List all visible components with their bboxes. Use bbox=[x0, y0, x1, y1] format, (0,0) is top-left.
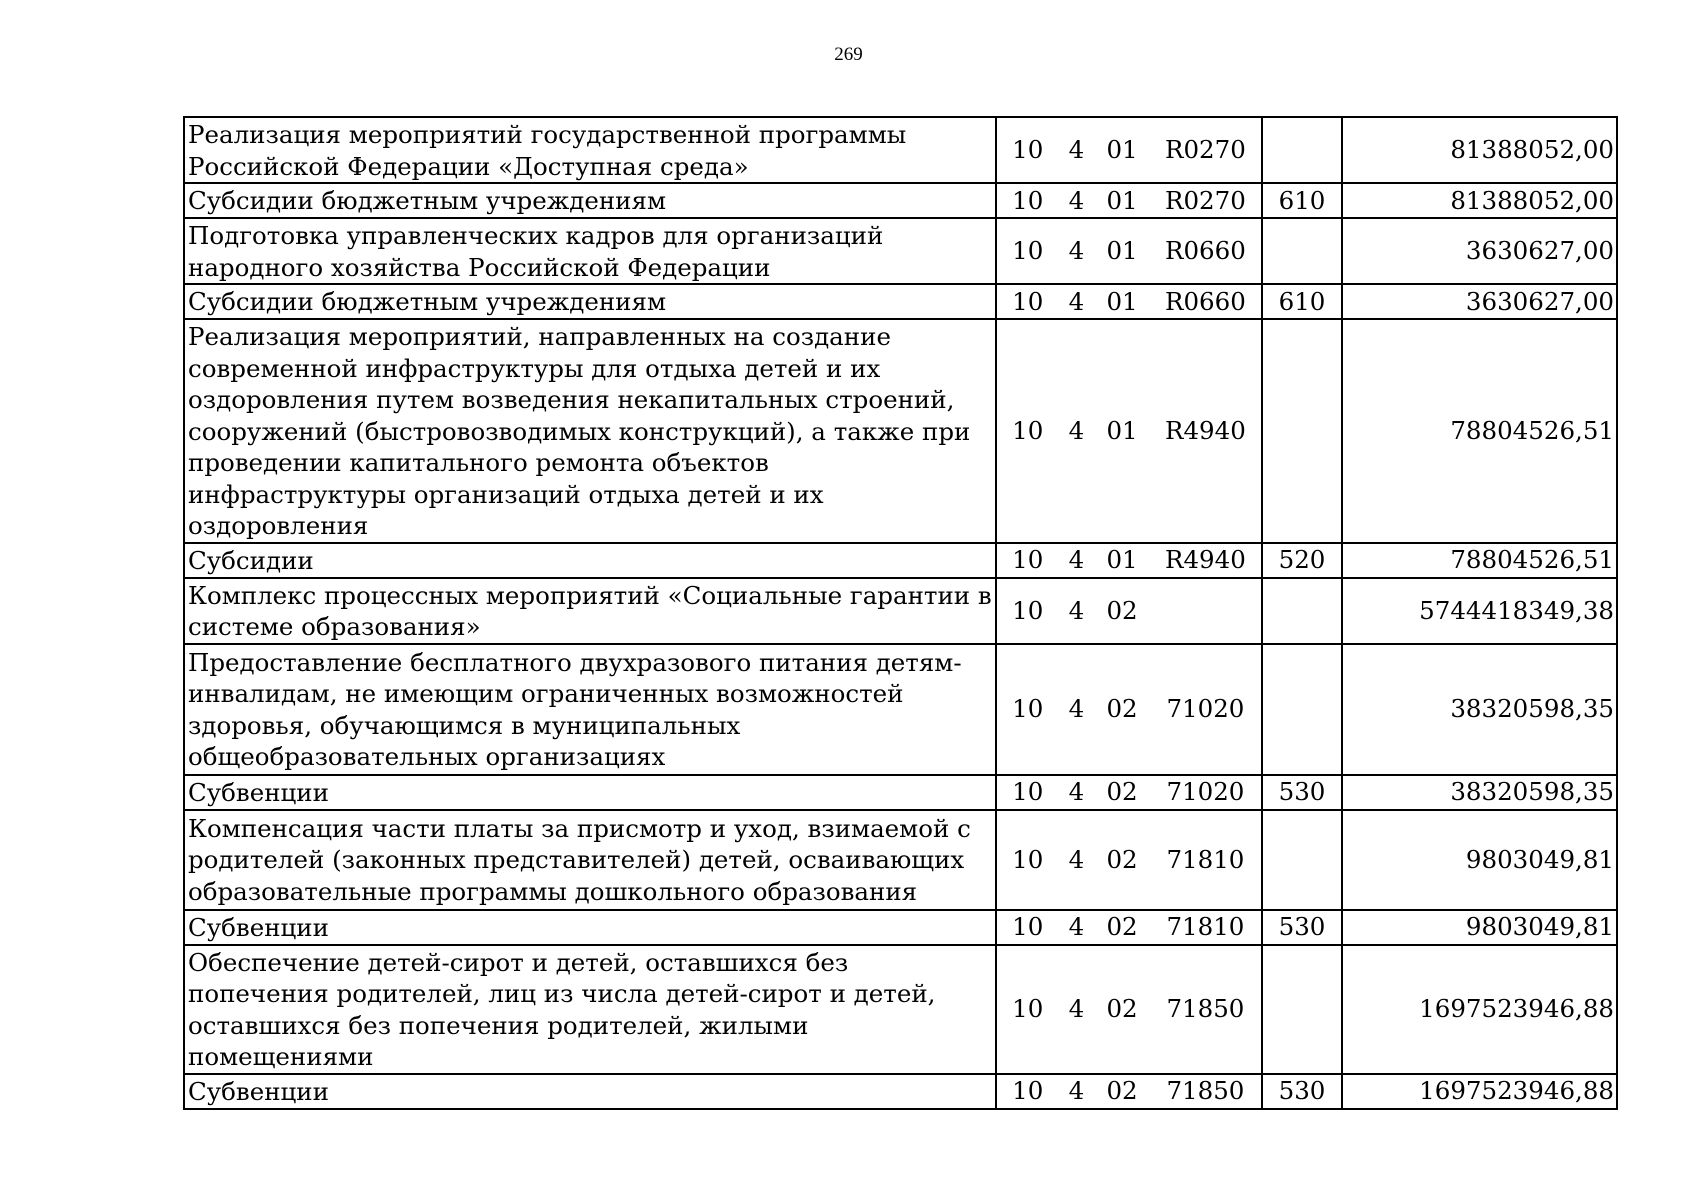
row-expense-type: 530 bbox=[1262, 775, 1342, 810]
row-codes bbox=[996, 810, 1262, 910]
row-section: 10 bbox=[1012, 844, 1044, 874]
row-direction: 71850 bbox=[1166, 1076, 1245, 1106]
budget-table bbox=[183, 116, 1618, 1110]
row-section: 10 bbox=[1012, 1076, 1044, 1106]
row-amount: 3630627,00 bbox=[1342, 284, 1617, 319]
row-program: 4 bbox=[1068, 912, 1085, 942]
row-name: Субвенции bbox=[184, 1074, 996, 1109]
row-program: 4 bbox=[1068, 1076, 1085, 1106]
row-subprogram: 02 bbox=[1106, 844, 1138, 874]
table-row bbox=[184, 117, 1617, 183]
row-amount: 78804526,51 bbox=[1342, 319, 1617, 543]
row-program: 4 bbox=[1068, 135, 1085, 165]
row-direction: 71810 bbox=[1166, 844, 1245, 874]
row-expense-type bbox=[1262, 218, 1342, 284]
row-subprogram: 02 bbox=[1106, 595, 1138, 625]
row-expense-type bbox=[1262, 810, 1342, 910]
row-section: 10 bbox=[1012, 595, 1044, 625]
row-expense-type: 610 bbox=[1262, 284, 1342, 319]
row-subprogram: 01 bbox=[1106, 286, 1138, 316]
table-row bbox=[184, 183, 1617, 218]
row-section: 10 bbox=[1012, 912, 1044, 942]
table-row bbox=[184, 319, 1617, 543]
row-codes bbox=[996, 945, 1262, 1074]
row-program: 4 bbox=[1068, 844, 1085, 874]
row-amount: 1697523946,88 bbox=[1342, 945, 1617, 1074]
row-amount: 5744418349,38 bbox=[1342, 578, 1617, 644]
row-direction: 71810 bbox=[1166, 912, 1245, 942]
page-number: 269 bbox=[834, 44, 863, 65]
row-program: 4 bbox=[1068, 595, 1085, 625]
row-name: Подготовка управленческих кадров для организаций народного хозяйства Российской Федерации bbox=[184, 218, 996, 284]
table-row bbox=[184, 284, 1617, 319]
row-program: 4 bbox=[1068, 694, 1085, 724]
row-amount: 81388052,00 bbox=[1342, 117, 1617, 183]
row-name: Субвенции bbox=[184, 775, 996, 810]
row-name: Обеспечение детей-сирот и детей, оставшихся без попечения родителей, лиц из числа детей-сирот и детей, оставшихся без попечения родителей, жилыми помещениями bbox=[184, 945, 996, 1074]
row-codes bbox=[996, 183, 1262, 218]
row-subprogram: 01 bbox=[1106, 545, 1138, 575]
row-codes bbox=[996, 578, 1262, 644]
row-codes bbox=[996, 1074, 1262, 1109]
row-amount: 1697523946,88 bbox=[1342, 1074, 1617, 1109]
table-row bbox=[184, 218, 1617, 284]
row-name: Предоставление бесплатного двухразового питания детям-инвалидам, не имеющим ограниченных возможностей здоровья, обучающимся в муниципальных общеобразовательных организациях bbox=[184, 644, 996, 775]
row-section: 10 bbox=[1012, 135, 1044, 165]
row-direction: R0660 bbox=[1165, 236, 1246, 266]
row-expense-type bbox=[1262, 319, 1342, 543]
row-direction: R0270 bbox=[1165, 135, 1246, 165]
row-subprogram: 01 bbox=[1106, 236, 1138, 266]
row-program: 4 bbox=[1068, 286, 1085, 316]
table-row bbox=[184, 1074, 1617, 1109]
row-direction: 71020 bbox=[1166, 777, 1245, 807]
row-codes bbox=[996, 910, 1262, 945]
row-expense-type bbox=[1262, 578, 1342, 644]
row-name: Реализация мероприятий, направленных на создание современной инфраструктуры для отдыха детей и их оздоровления путем возведения некапитальных строений, сооружений (быстровозводимых конструкций), а также при проведении капитального ремонта объектов инфраструктуры организаций отдыха детей и их оздоровления bbox=[184, 319, 996, 543]
table-row bbox=[184, 775, 1617, 810]
row-amount: 38320598,35 bbox=[1342, 644, 1617, 775]
row-direction: R0660 bbox=[1165, 286, 1246, 316]
row-program: 4 bbox=[1068, 185, 1085, 215]
row-expense-type bbox=[1262, 644, 1342, 775]
row-section: 10 bbox=[1012, 694, 1044, 724]
row-program: 4 bbox=[1068, 994, 1085, 1024]
row-direction: 71850 bbox=[1166, 994, 1245, 1024]
row-expense-type: 530 bbox=[1262, 1074, 1342, 1109]
row-section: 10 bbox=[1012, 416, 1044, 445]
row-codes bbox=[996, 218, 1262, 284]
row-codes bbox=[996, 117, 1262, 183]
row-amount: 9803049,81 bbox=[1342, 910, 1617, 945]
row-section: 10 bbox=[1012, 994, 1044, 1024]
row-amount: 3630627,00 bbox=[1342, 218, 1617, 284]
row-expense-type bbox=[1262, 117, 1342, 183]
row-section: 10 bbox=[1012, 777, 1044, 807]
row-section: 10 bbox=[1012, 236, 1044, 266]
table-row bbox=[184, 578, 1617, 644]
row-expense-type: 610 bbox=[1262, 183, 1342, 218]
row-amount: 78804526,51 bbox=[1342, 543, 1617, 578]
row-subprogram: 02 bbox=[1106, 912, 1138, 942]
row-amount: 38320598,35 bbox=[1342, 775, 1617, 810]
row-codes bbox=[996, 284, 1262, 319]
row-codes bbox=[996, 775, 1262, 810]
table-row bbox=[184, 543, 1617, 578]
table-row bbox=[184, 810, 1617, 910]
row-amount: 9803049,81 bbox=[1342, 810, 1617, 910]
row-program: 4 bbox=[1068, 777, 1085, 807]
row-expense-type: 520 bbox=[1262, 543, 1342, 578]
row-subprogram: 02 bbox=[1106, 994, 1138, 1024]
budget-table-body bbox=[184, 117, 1617, 1109]
row-codes bbox=[996, 644, 1262, 775]
row-name: Реализация мероприятий государственной программы Российской Федерации «Доступная среда» bbox=[184, 117, 996, 183]
row-direction: R4940 bbox=[1165, 545, 1246, 575]
row-direction: R0270 bbox=[1165, 185, 1246, 215]
row-expense-type: 530 bbox=[1262, 910, 1342, 945]
row-subprogram: 01 bbox=[1106, 185, 1138, 215]
row-name: Субсидии бюджетным учреждениям bbox=[184, 183, 996, 218]
row-subprogram: 02 bbox=[1106, 1076, 1138, 1106]
row-section: 10 bbox=[1012, 286, 1044, 316]
table-row bbox=[184, 910, 1617, 945]
table-row bbox=[184, 945, 1617, 1074]
row-subprogram: 02 bbox=[1106, 777, 1138, 807]
row-name: Субвенции bbox=[184, 910, 996, 945]
row-name: Субсидии bbox=[184, 543, 996, 578]
row-direction: 71020 bbox=[1166, 694, 1245, 724]
row-program: 4 bbox=[1068, 545, 1085, 575]
row-codes bbox=[996, 319, 1262, 543]
row-subprogram: 01 bbox=[1106, 135, 1138, 165]
row-amount: 81388052,00 bbox=[1342, 183, 1617, 218]
row-section: 10 bbox=[1012, 185, 1044, 215]
row-subprogram: 02 bbox=[1106, 694, 1138, 724]
row-expense-type bbox=[1262, 945, 1342, 1074]
row-name: Комплекс процессных мероприятий «Социальные гарантии в системе образования» bbox=[184, 578, 996, 644]
row-name: Компенсация части платы за присмотр и уход, взимаемой с родителей (законных представителей) детей, осваивающих образовательные программы дошкольного образования bbox=[184, 810, 996, 910]
row-section: 10 bbox=[1012, 545, 1044, 575]
row-subprogram: 01 bbox=[1106, 416, 1138, 445]
row-program: 4 bbox=[1068, 416, 1085, 445]
row-program: 4 bbox=[1068, 236, 1085, 266]
table-row bbox=[184, 644, 1617, 775]
row-direction: R4940 bbox=[1165, 416, 1246, 445]
row-name: Субсидии бюджетным учреждениям bbox=[184, 284, 996, 319]
row-codes bbox=[996, 543, 1262, 578]
